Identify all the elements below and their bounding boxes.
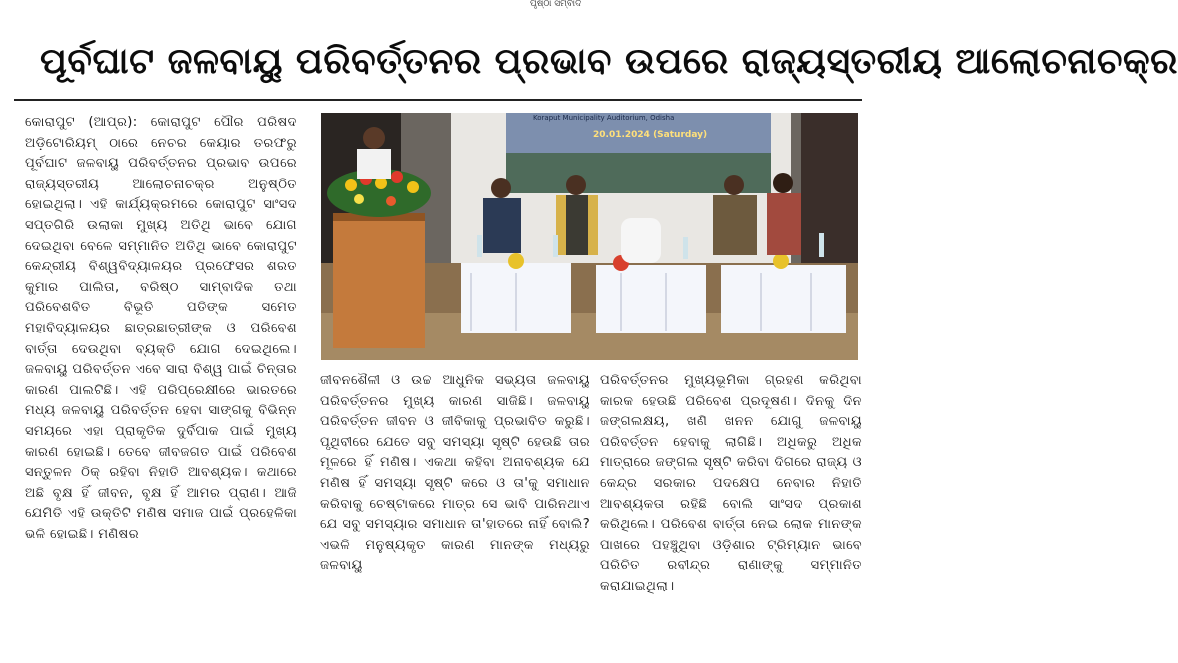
screen-venue-text: Koraput Municipality Auditorium, Odisha [533, 114, 675, 122]
event-photo [321, 113, 858, 360]
screen-date-text: 20.01.2024 (Saturday) [593, 130, 708, 140]
article-column-1: କୋରାପୁଟ (ଆପ୍ର): କୋରାପୁଟ ପୌର ପରିଷଦ ଅଡ଼ିଟୋରିୟମ୍ ଠାରେ ନେଚର କେୟାର ତରଫରୁ ପୂର୍ବଘାଟ ଜଳବାୟୁ ପରିବର୍ତ୍ତନର ପ୍ରଭାବ ଉପରେ ରାଜ୍ୟସ୍ତରୀୟ ଆଲୋଚନାଚକ୍ର ଅନୁଷ୍ଠିତ ହୋଇଥିଲା। ଏହି କାର୍ଯ୍ୟକ୍ରମରେ କୋରାପୁଟ ସାଂସଦ ସପ୍ତଗିରି ଉଲାକା ମୁଖ୍ୟ ଅତିଥି ଭାବେ ଯୋଗ ଦେଇଥିବା ବେଳେ ସମ୍ମାନିତ ଅତିଥି ଭାବେ କୋରାପୁଟ କେନ୍ଦ୍ରୀୟ ବିଶ୍ୱବିଦ୍ୟାଳୟର ପ୍ରଫେସର ଶରତ କୁମାର ପାଲିତା, ବରିଷ୍ଠ ସାମ୍ବାଦିକ ତଥା ପରିବେଶବିତ ବିଭୂତି ପତିଙ୍କ ସମେତ ମହାବିଦ୍ୟାଳୟର ଛାତ୍ରଛାତ୍ରୀଙ୍କ ଓ ପରିବେଶ ବାର୍ତ୍ତା ଦେଉଥିବା ବ୍ୟକ୍ତି ଯୋଗ ଦେଇଥିଲେ। ଜଳବାୟୁ ପରିବର୍ତ୍ତନ ଏବେ ସାରା ବିଶ୍ୱ ପାଇଁ ଚିନ୍ତାର କାରଣ ପାଲଟିଛି। ଏହି ପରିପ୍ରେକ୍ଷୀରେ ଭାରତରେ ମଧ୍ୟ ଜଳବାୟୁ ପରିବର୍ତ୍ତନ ହେବା ସାଙ୍ଗକୁ ବିଭିନ୍ନ ସମୟରେ ଏହା ପ୍ରାକୃତିକ ଦୁର୍ବିପାକ ପାଇଁ ମୁଖ୍ୟ କାରଣ ହୋଇଛି। ତେବେ ଜୀବଜଗତ ପାଇଁ ପରିବେଶ ସନ୍ତୁଳନ ଠିକ୍ ରହିବା ନିହାତି ଆବଶ୍ୟକ। କଥାରେ ଅଛି ବୃକ୍ଷ ହିଁ ଜୀବନ, ବୃକ୍ଷ ହିଁ ଆମର ପ୍ରାଣ। ଆଜି ଯେମିତି ଏହି ଉକ୍ତିଟି ମଣିଷ ସମାଜ ପାଇଁ ପ୍ରହେଳିକା ଭଳି ହୋଇଛି। ମଣିଷର [25, 115, 297, 542]
masthead-fragment: ପୃଷ୍ଠା ସମ୍ବାଦ [530, 0, 582, 9]
article-column-2: ଜୀବନଶୈଳୀ ଓ ଉଚ୍ଚ ଆଧୁନିକ ସଭ୍ୟତା ଜଳବାୟୁ ପରିବର୍ତ୍ତନର ମୁଖ୍ୟ କାରଣ ସାଜିଛି। ଜଳବାୟୁ ପରିବର୍ତ୍ତନ ଜୀବନ ଓ ଜୀବିକାକୁ ପ୍ରଭାବିତ କରୁଛି। ପୃଥିବୀରେ ଯେତେ ସବୁ ସମସ୍ୟା ସୃଷ୍ଟି ହେଉଛି ତାର ମୂଳରେ ହିଁ ମଣିଷ। ଏକଥା କହିବା ଅନାବଶ୍ୟକ ଯେ ମଣିଷ ହିଁ ସମସ୍ୟା ସୃଷ୍ଟି କରେ ଓ ତା'କୁ ସମାଧାନ କରିବାକୁ ଚେଷ୍ଟାକରେ ମାତ୍ର ସେ ଭାବି ପାରିନଥାଏ ଯେ ସବୁ ସମସ୍ୟାର ସମାଧାନ ତା'ହାତରେ ନାହିଁ ବୋଲି? ଏଭଳି ମନୁଷ୍ୟକୃତ କାରଣ ମାନଙ୍କ ମଧ୍ୟରୁ ଜଳବାୟୁ [320, 373, 590, 574]
headline-rule [14, 99, 862, 101]
article-column-3: ପରିବର୍ତ୍ତନର ମୁଖ୍ୟଭୂମିକା ଗ୍ରହଣ କରିଥିବା କାରକ ହେଉଛି ପରିବେଶ ପ୍ରଦୂଷଣ। ଦିନକୁ ଦିନ ଜଙ୍ଗଲକ୍ଷୟ, ଖଣି ଖନନ ଯୋଗୁ ଜଳବାୟୁ ପରିବର୍ତ୍ତନ ହେବାକୁ ଲାଗିଛି। ଅଧିକରୁ ଅଧିକ ମାତ୍ରାରେ ଜଙ୍ଗଲ ସୃଷ୍ଟି କରିବା ଦିଗରେ ରାଜ୍ୟ ଓ କେନ୍ଦ୍ର ସରକାର ପଦକ୍ଷେପ ନେବାର ନିହାତି ଆବଶ୍ୟକତା ରହିଛି ବୋଲି ସାଂସଦ ପ୍ରକାଶ କରିଥିଲେ। ପରିବେଶ ବାର୍ତ୍ତା ନେଇ ଲୋକ ମାନଙ୍କ ପାଖରେ ପହଞ୍ଚୁଥିବା ଓଡ଼ିଶାର ଟ୍ରିମ୍ୟାନ ଭାବେ ପରିଚିତ ରବୀନ୍ଦ୍ର ରାଣାଙ୍କୁ ସମ୍ମାନିତ କରାଯାଇଥିଲା। [600, 373, 862, 594]
headline: ପୂର୍ବଘାଟ ଜଳବାୟୁ ପରିବର୍ତ୍ତନର ପ୍ରଭାବ ଉପରେ ରାଜ୍ୟସ୍ତରୀୟ ଆଲୋଚନାଚକ୍ର [40, 40, 1178, 82]
